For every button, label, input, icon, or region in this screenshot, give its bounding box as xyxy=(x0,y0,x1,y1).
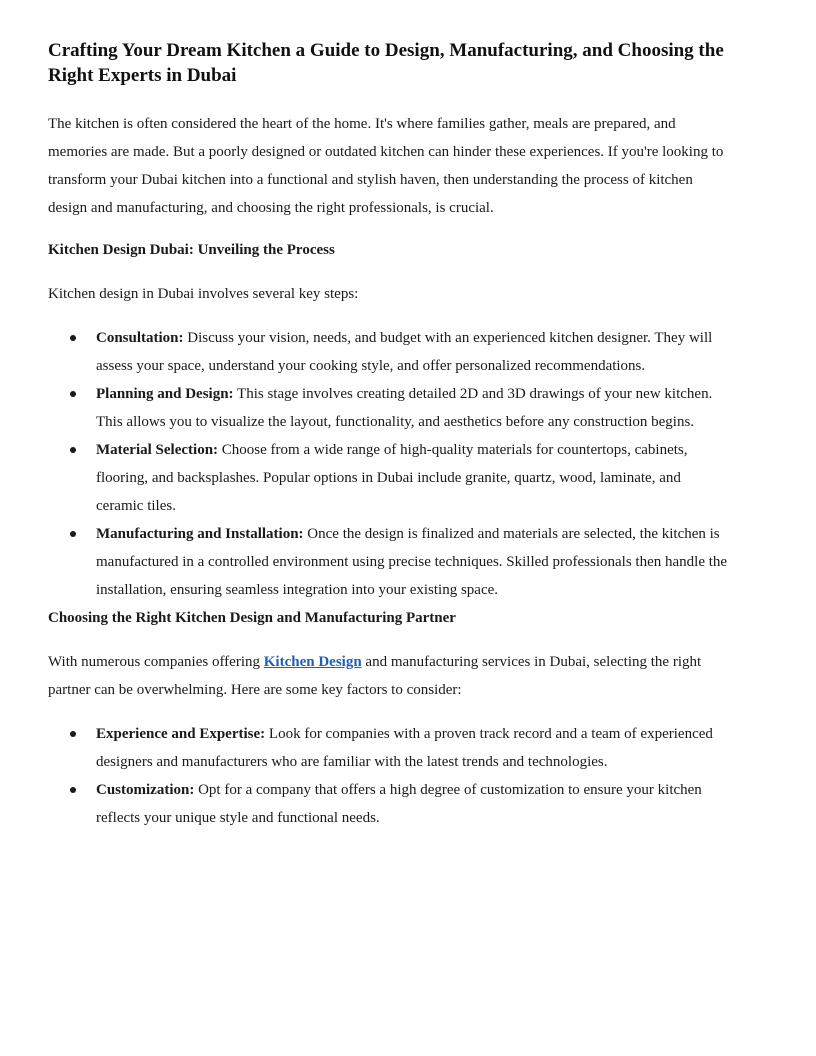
list-item-label: Planning and Design: xyxy=(96,386,234,402)
list-item-text: Opt for a company that offers a high degree of customization to ensure your kitchen reflects your unique style and functional needs. xyxy=(96,782,702,826)
partner-factors-list xyxy=(48,720,728,832)
list-item xyxy=(48,324,728,380)
document-page xyxy=(48,38,728,832)
section-heading-process: Kitchen Design Dubai: Unveiling the Process xyxy=(48,242,335,258)
list-item xyxy=(48,520,728,604)
process-steps-list xyxy=(48,324,728,604)
section-heading-partner: Choosing the Right Kitchen Design and Manufacturing Partner xyxy=(48,610,456,626)
intro-paragraph: The kitchen is often considered the heart of the home. It's where families gather, meals are prepared, and memories are made. But a poorly designed or outdated kitchen can hinder these experiences. If you're looking to transform your Dubai kitchen into a functional and stylish haven, then understanding the process of kitchen design and manufacturing, and choosing the right professionals, is crucial. xyxy=(48,116,724,216)
bullet-icon xyxy=(70,531,76,537)
list-item-label: Customization: xyxy=(96,782,195,798)
list-item xyxy=(48,776,728,832)
list-item-label: Material Selection: xyxy=(96,442,219,458)
list-item xyxy=(48,380,728,436)
list-item-text: Once the design is finalized and materials are selected, the kitchen is manufactured in a controlled environment using precise techniques. Skilled professionals then handle the installation, ensuring seamless integration into your existing space. xyxy=(96,526,728,598)
list-item-label: Consultation: xyxy=(96,330,184,346)
list-item xyxy=(48,436,728,520)
list-item-label: Experience and Expertise: xyxy=(96,726,266,742)
list-item-label: Manufacturing and Installation: xyxy=(96,526,304,542)
kitchen-design-link[interactable]: Kitchen Design xyxy=(263,654,362,670)
list-item-text: Choose from a wide range of high-quality materials for countertops, cabinets, flooring, and backsplashes. Popular options in Dubai include granite, quartz, wood, laminate, and ceramic tiles. xyxy=(96,442,688,514)
list-item-text: Look for companies with a proven track record and a team of experienced designers and manufacturers who are familiar with the latest trends and technologies. xyxy=(96,726,713,770)
bullet-icon xyxy=(70,391,76,397)
page-title: Crafting Your Dream Kitchen a Guide to Design, Manufacturing, and Choosing the Right Experts in Dubai xyxy=(48,40,724,86)
partner-lead-before: With numerous companies offering xyxy=(48,654,260,670)
process-lead-paragraph: Kitchen design in Dubai involves several key steps: xyxy=(48,286,359,302)
bullet-icon xyxy=(70,731,76,737)
list-item xyxy=(48,720,728,776)
list-item-text: This stage involves creating detailed 2D and 3D drawings of your new kitchen. This allows you to visualize the layout, functionality, and aesthetics before any construction begins. xyxy=(96,386,713,430)
partner-lead-paragraph xyxy=(48,648,728,704)
list-item-text: Discuss your vision, needs, and budget with an experienced kitchen designer. They will assess your space, understand your cooking style, and offer personalized recommendations. xyxy=(96,330,713,374)
partner-lead-after: and manufacturing services in Dubai, selecting the right partner can be overwhelming. Here are some key factors to consider: xyxy=(48,654,702,698)
bullet-icon xyxy=(70,447,76,453)
bullet-icon xyxy=(70,787,76,793)
bullet-icon xyxy=(70,335,76,341)
